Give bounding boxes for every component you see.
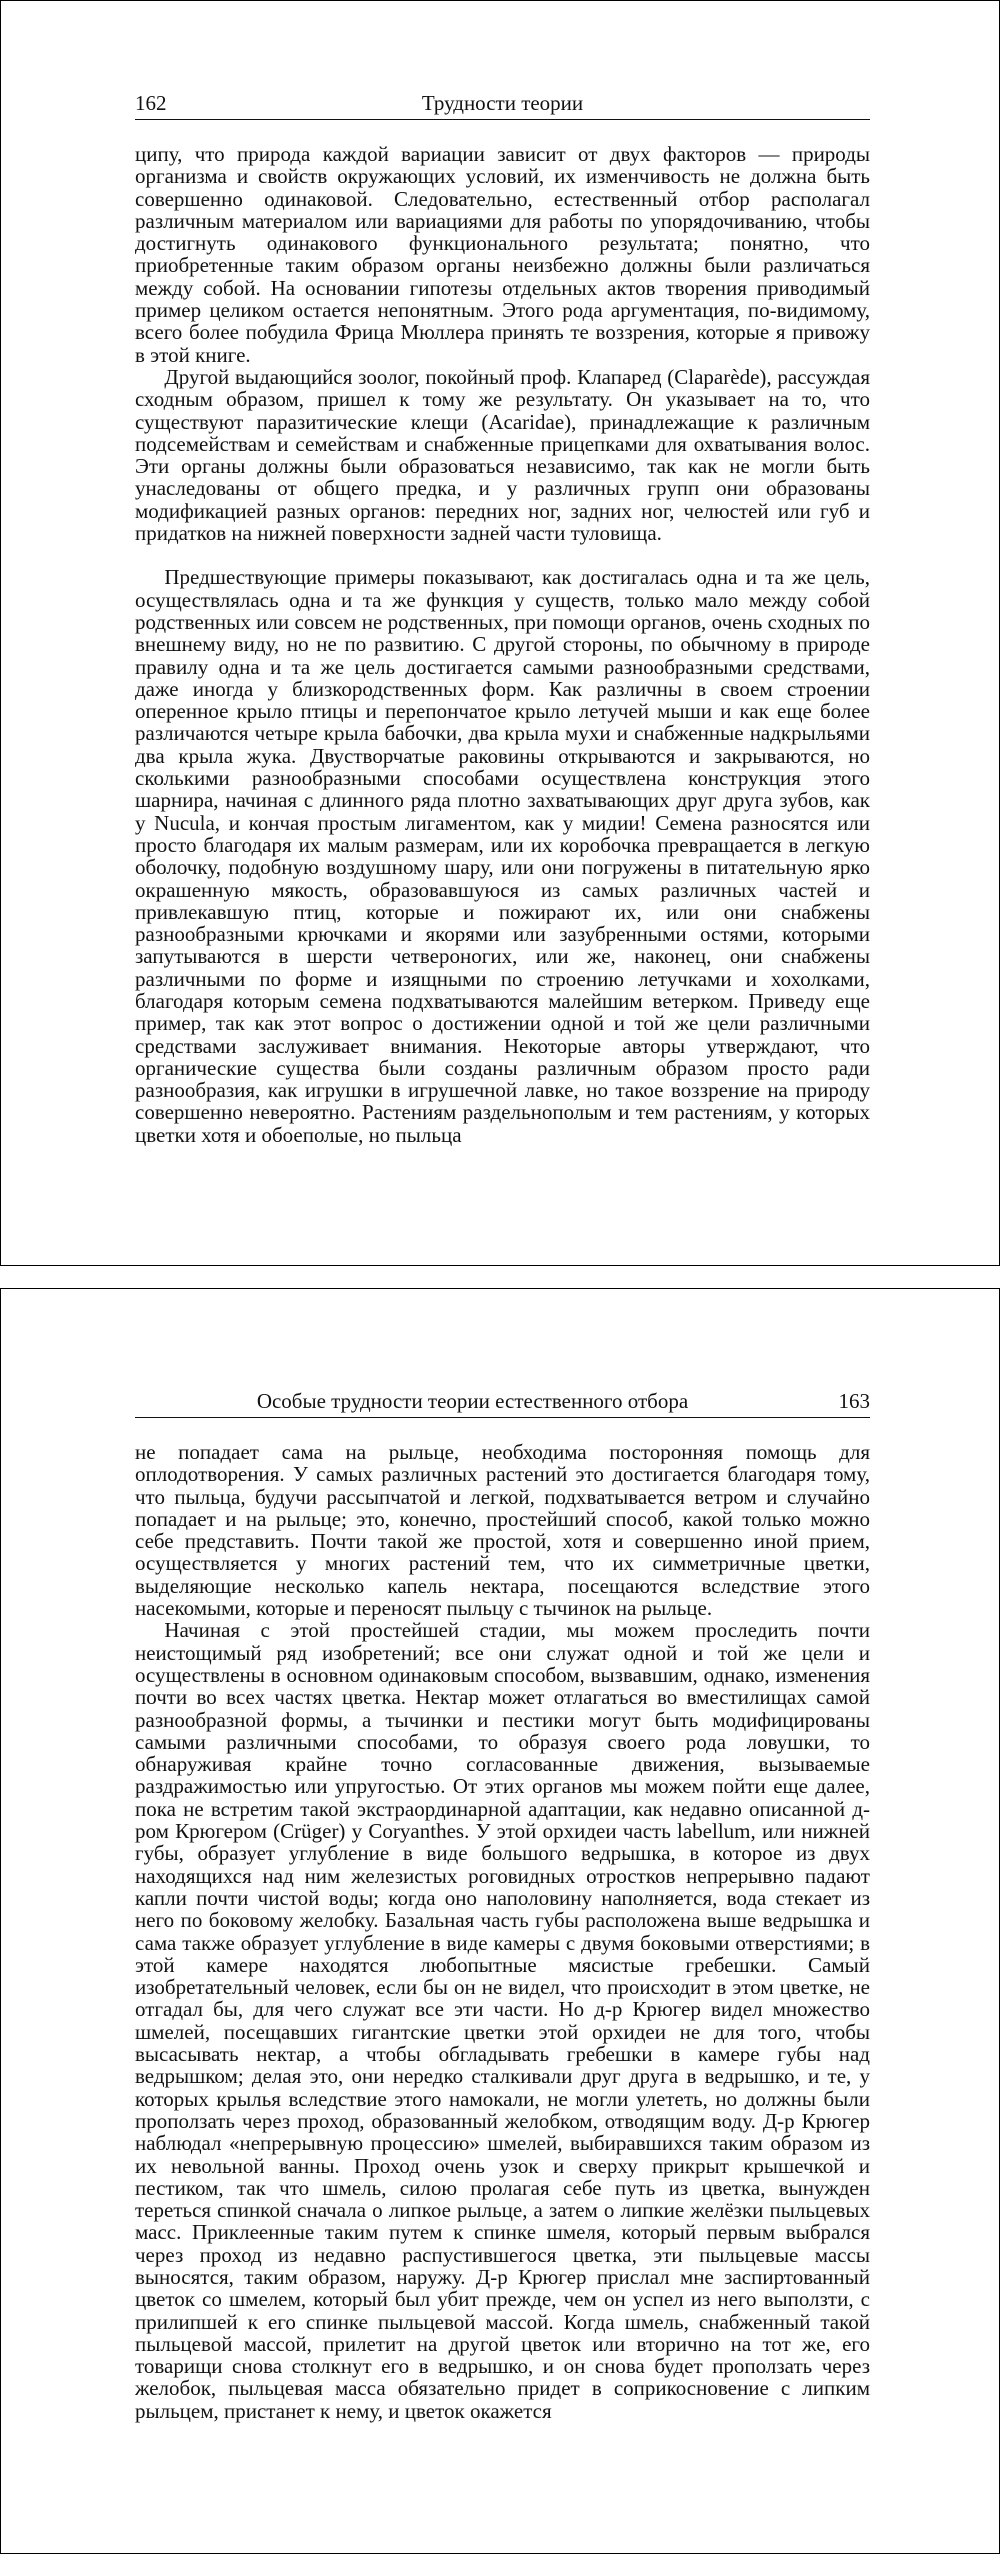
page-163 bbox=[0, 1288, 1000, 2554]
body-text bbox=[135, 143, 870, 1146]
paragraph: Другой выдающийся зоолог, покойный проф. Клапаред (Claparède), рассуждая сходным образом, пришел к тому же результату. Он указывает на то, что существуют паразитические клещи (Acaridae), принадлежащие к различным подсемействам и семействам и снабженные прицепками для охватывания волос. Эти органы должны были образоваться независимо, так как не могли быть унаследованы от общего предка, и у различных групп они образованы модификацией разных органов: передних ног, задних ног, челюстей или губ и придатков на нижней поверхности задней части туловища. bbox=[135, 364, 870, 546]
paragraph: Предшествующие примеры показывают, как достигалась одна и та же цель, осуществлялась одна и та же функция у существ, только мало между собой родственных или совсем не родственных, при помощи органов, очень сходных по внешнему виду, но не по развитию. С другой стороны, по обычному в природе правилу одна и та же цель достигается самыми разнообразными средствами, даже иногда у близкородственных форм. Как различны в своем строении оперенное крыло птицы и перепончатое крыло летучей мыши и как еще более различаются четыре крыла бабочки, два крыла мухи и снабженные надкрыльями два крыла жука. Двустворчатые раковины открываются и закрываются, но сколькими разнообразными способами осуществлена конструкция этого шарнира, начиная с длинного ряда плотно захватывающих друг друга зубов, как у Nucula, и кончая простым лигаментом, как у мидии! Семена разносятся или просто благодаря их малым размерам, или их коробочка превращается в легкую оболочку, подобную воздушному шару, или они погружены в питательную ярко окрашенную мякость, образовавшуюся из самых различных частей и привлекавшую птиц, которые и пожирают их, или они снабжены разнообразными крючками и якорями или зазубренными остями, которыми запутываются в шерсти четвероногих, или же, наконец, они снабжены различными по форме и изящными по строению летучками и хохолками, благодаря которым семена подхватываются малейшим ветерком. Приведу еще пример, так как этот вопрос о достижении одной и той же цели различными средствами заслуживает внимания. Некоторые авторы утверждают, что органические существа были созданы различным образом просто ради разнообразия, как игрушки в игрушечной лавке, но такое воззрение на природу совершенно невероятно. Растениям раздельнополым и тем растениям, у которых цветки хотя и обоеполые, но пыльца bbox=[135, 565, 870, 1147]
paragraph: ципу, что природа каждой вариации зависит от двух факторов — природы организма и свойств окружающих условий, их изменчивость не должна быть совершенно одинаковой. Следовательно, естественный отбор располагал различным материалом или вариациями для работы по упорядочиванию, чтобы достигнуть одинакового функционального результата; понятно, что приобретенные таким образом органы неизбежно должны были различаться между собой. На основании гипотезы отдельных актов творения приводимый пример целиком остается непонятным. Этого рода аргументация, по-видимому, всего более побудила Фрица Мюллера принять те воззрения, которые я привожу в этой книге. bbox=[135, 142, 870, 367]
page-number: 162 bbox=[135, 91, 167, 115]
body-text bbox=[135, 1441, 870, 2422]
paragraph: Начиная с этой простейшей стадии, мы можем проследить почти неистощимый ряд изобретений; все они служат одной и той же цели и осуществлены в основном одинаковым способом, вызвавшим, однако, изменения почти во всех частях цветка. Нектар может отлагаться во вместилищах самой разнообразной формы, а тычинки и пестики могут быть модифицированы самыми различными способами, то образуя своего рода ловушки, то обнаруживая крайне точно согласованные движения, вызываемые раздражимостью или упругостью. От этих органов мы можем пойти еще далее, пока не встретим такой экстраординарной адаптации, как недавно описанной д-ром Крюгером (Crüger) у Coryanthes. У этой орхидеи часть labellum, или нижней губы, образует углубление в виде большого ведрышка, в которое из двух находящихся над ним железистых роговидных отростков непрерывно падают капли почти чистой воды; когда оно наполовину наполняется, вода стекает из него по боковому желобку. Базальная часть губы расположена выше ведрышка и сама также образует углубление в виде камеры с двумя боковыми отверстиями; в этой камере находятся любопытные мясистые гребешки. Самый изобретательный человек, если бы он не видел, что происходит в этом цветке, не отгадал бы, для чего служат все эти части. Но д-р Крюгер видел множество шмелей, посещавших гигантские цветки этой орхидеи не для того, чтобы высасывать нектар, а чтобы обгладывать гребешки в камере губы над ведрышком; делая это, они нередко сталкивали друг друга в ведрышко, и те, у которых крылья вследствие этого намокали, не могли улететь, но должны были проползать через проход, образованный желобком, отводящим воду. Д-р Крюгер наблюдал «непрерывную процессию» шмелей, выбиравшихся таким образом из их невольной ванны. Проход очень узок и сверху прикрыт крышечкой и пестиком, так что шмель, силою пролагая себе путь из цветка, вынужден тереться спинкой сначала о липкое рыльце, а затем о липкие желёзки пыльцевых масс. Приклеенные таким путем к спинке шмеля, который первым выбрался через проход из недавно распустившегося цветка, эти пыльцевые массы выносятся, таким образом, наружу. Д-р Крюгер прислал мне заспиртованный цветок со шмелем, который был убит прежде, чем он успел из него выползти, с прилипшей к его спинке пыльцевой массой. Когда шмель, снабженный такой пыльцевой массой, прилетит на другой цветок или вторично на тот же, его товарищи снова столкнут его в ведрышко, и он снова будет проползать через желобок, пыльцевая масса обязательно придет в соприкосновение с липким рыльцем, пристанет к нему, и цветок окажется bbox=[135, 1618, 870, 2423]
page-162 bbox=[0, 0, 1000, 1266]
running-header bbox=[135, 1389, 870, 1418]
paragraph: не попадает сама на рыльце, необходима посторонняя помощь для оплодотворения. У самых различных растений это достигается благодаря тому, что пыльца, будучи рассыпчатой и легкой, подхватывается ветром и случайно попадает и на рыльце; это, конечно, простейший способ, какой только можно себе представить. Почти такой же простой, хотя и совершенно иной прием, осуществляется у многих растений тем, что их симметричные цветки, выделяющие несколько капель нектара, посещаются вследствие этого насекомыми, которые и переносят пыльцу с тычинок на рыльце. bbox=[135, 1440, 870, 1621]
running-title: Трудности теории bbox=[421, 91, 584, 115]
running-header bbox=[135, 91, 870, 120]
running-title: Особые трудности теории естественного отбора bbox=[256, 1389, 689, 1413]
page-number: 163 bbox=[838, 1389, 870, 1413]
